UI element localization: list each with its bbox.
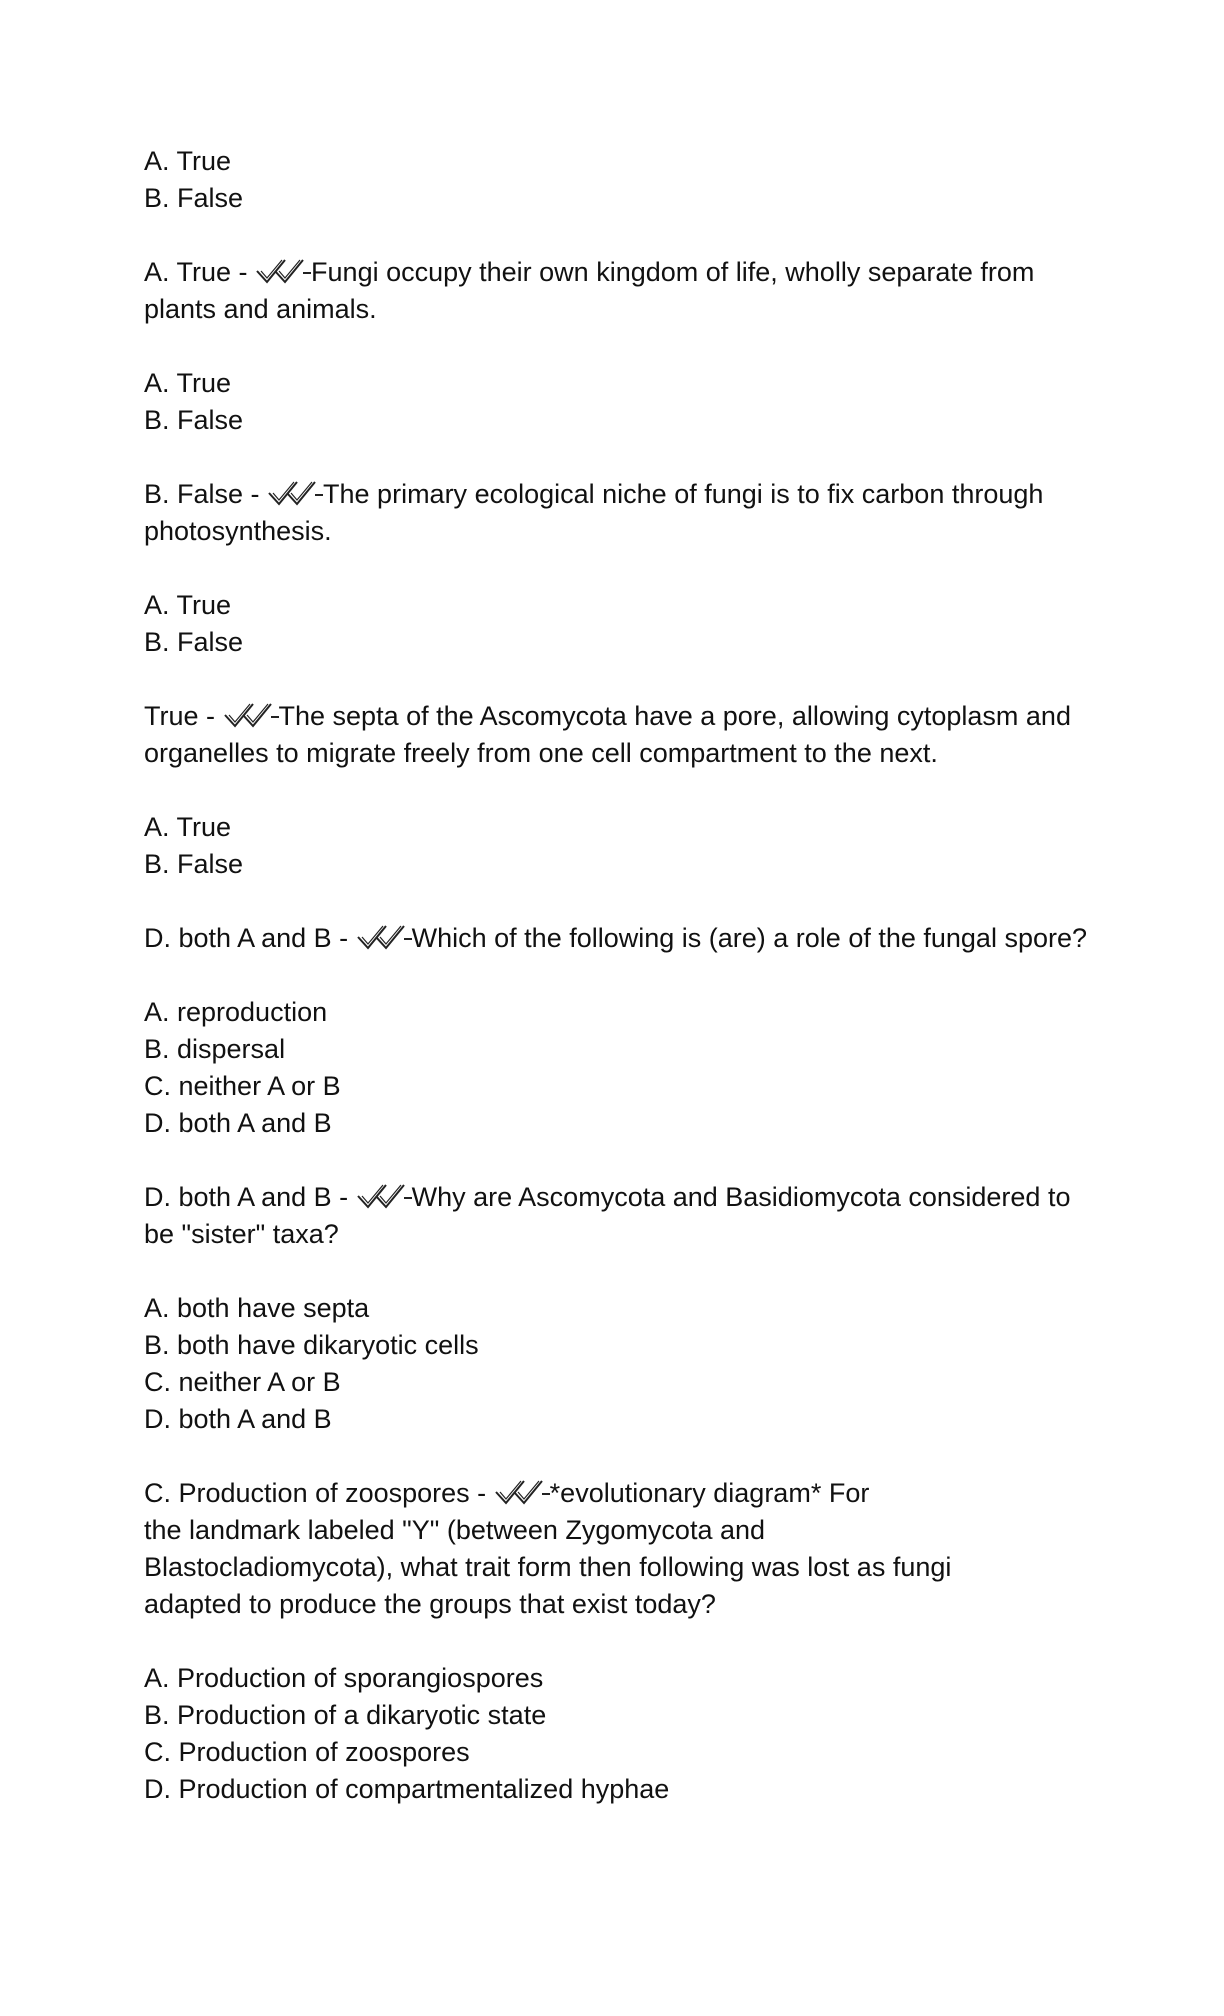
double-check-icon (494, 1478, 552, 1506)
answer-question (144, 1179, 1104, 1253)
options-group (144, 1290, 1104, 1438)
document-page (144, 143, 1104, 1845)
option: A. Production of sporangiospores (144, 1663, 544, 1693)
question-text: the landmark labeled "Y" (between Zygomycota and (144, 1515, 766, 1545)
option: D. both A and B (144, 1404, 332, 1434)
option: B. both have dikaryotic cells (144, 1330, 479, 1360)
answer-prefix: B. False - (144, 479, 268, 509)
answer-line (144, 1475, 1104, 1512)
double-check-icon (356, 1182, 414, 1210)
question-text: Which of the following is (are) a role of the fungal spore? (411, 923, 1087, 953)
option: A. reproduction (144, 997, 328, 1027)
option: C. neither A or B (144, 1071, 341, 1101)
option: D. Production of compartmentalized hyphae (144, 1774, 670, 1804)
option: A. both have septa (144, 1293, 370, 1323)
option: B. False (144, 405, 244, 435)
answer-question (144, 920, 1104, 957)
answer-question (144, 476, 1104, 550)
option: A. True (144, 590, 232, 620)
question-text: The septa of the Ascomycota have a pore, allowing cytoplasm and organelles to migrate freely from one cell compartment to the next. (144, 701, 1071, 768)
question-text: *evolutionary diagram* For (549, 1478, 870, 1508)
options-group (144, 143, 1104, 217)
answer-line (144, 920, 1104, 957)
options-group (144, 809, 1104, 883)
answer-line (144, 476, 1104, 550)
answer-question (144, 254, 1104, 328)
question-text: Why are Ascomycota and Basidiomycota considered to be "sister" taxa? (144, 1182, 1071, 1249)
option: A. True (144, 368, 232, 398)
question-text: Fungi occupy their own kingdom of life, wholly separate from plants and animals. (144, 257, 1035, 324)
answer-prefix: True - (144, 701, 223, 731)
option: C. neither A or B (144, 1367, 341, 1397)
double-check-icon (223, 701, 281, 729)
question-text: Blastocladiomycota), what trait form then following was lost as fungi (144, 1552, 952, 1582)
option: B. Production of a dikaryotic state (144, 1700, 547, 1730)
answer-line (144, 1179, 1104, 1253)
answer-question (144, 1475, 1104, 1623)
double-check-icon (255, 257, 313, 285)
options-group (144, 1660, 1104, 1808)
double-check-icon (356, 923, 414, 951)
option: B. False (144, 183, 244, 213)
options-group (144, 587, 1104, 661)
question-text: adapted to produce the groups that exist today? (144, 1589, 716, 1619)
answer-prefix: A. True - (144, 257, 256, 287)
double-check-icon (267, 479, 325, 507)
options-group (144, 994, 1104, 1142)
options-group (144, 365, 1104, 439)
option: B. dispersal (144, 1034, 286, 1064)
option: D. both A and B (144, 1108, 332, 1138)
option: B. False (144, 849, 244, 879)
question-text: The primary ecological niche of fungi is to fix carbon through photosynthesis. (144, 479, 1044, 546)
option: C. Production of zoospores (144, 1737, 470, 1767)
option: A. True (144, 146, 232, 176)
answer-prefix: D. both A and B - (144, 1182, 356, 1212)
answer-question (144, 698, 1104, 772)
option: B. False (144, 627, 244, 657)
answer-prefix: D. both A and B - (144, 923, 356, 953)
answer-prefix: C. Production of zoospores - (144, 1478, 494, 1508)
answer-line (144, 254, 1104, 328)
option: A. True (144, 812, 232, 842)
answer-line (144, 698, 1104, 772)
